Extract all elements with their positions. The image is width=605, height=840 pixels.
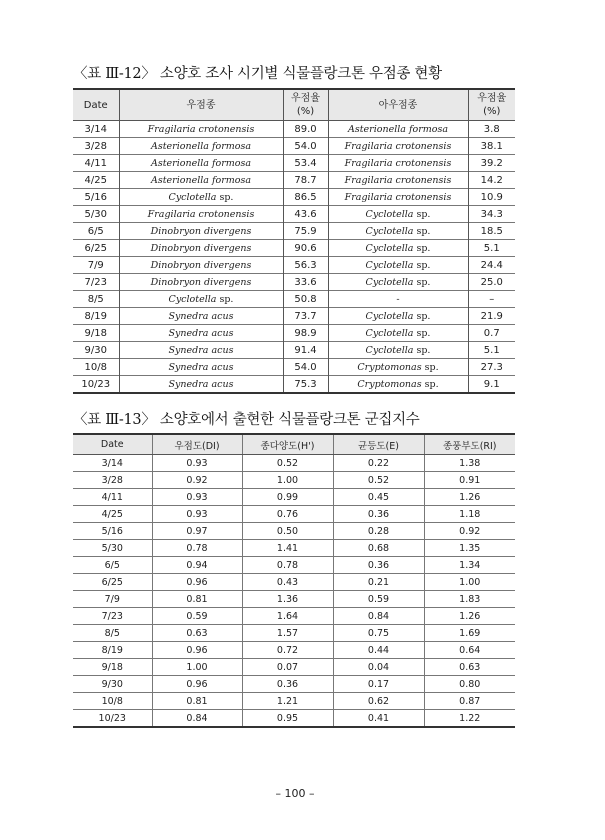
table-row [73,574,515,591]
species-name-cell: Synedra acus [119,376,283,394]
table-cell: 3.8 [468,121,515,138]
species-name-cell: Fragilaria crotonensis [328,189,468,206]
table-cell: 1.34 [424,557,515,574]
page-number: – 100 – [275,787,315,800]
table-cell: 75.9 [283,223,328,240]
table-cell: 54.0 [283,138,328,155]
table-cell: 4/11 [73,489,152,506]
community-index-table [73,433,515,728]
table-cell: 0.63 [152,625,242,642]
table-cell: 0.80 [424,676,515,693]
table-cell: 10/8 [73,359,119,376]
table-cell: 9/18 [73,659,152,676]
table-cell: 1.41 [242,540,333,557]
table-cell: 1.21 [242,693,333,710]
table-row [73,710,515,728]
table-row [73,523,515,540]
species-name-cell: Asterionella formosa [119,172,283,189]
table-cell: 0.07 [242,659,333,676]
species-name-cell: Cyclotella sp. [328,308,468,325]
species-name-cell: Cyclotella sp. [328,240,468,257]
table-cell: 0.78 [242,557,333,574]
table-cell: 6/25 [73,574,152,591]
table-cell: 18.5 [468,223,515,240]
table-cell: 1.18 [424,506,515,523]
table-cell: 4/25 [73,506,152,523]
table-cell: 0.52 [242,455,333,472]
table-row [73,489,515,506]
table-cell: 1.69 [424,625,515,642]
table-cell: 5/30 [73,540,152,557]
table-cell: 5/16 [73,189,119,206]
species-name-cell: Fragilaria crotonensis [119,121,283,138]
species-name-cell: Dinobryon divergens [119,257,283,274]
column-header: 아우점종 [328,89,468,121]
table-cell: 0.63 [424,659,515,676]
table-cell: 10/23 [73,710,152,728]
table-cell: 27.3 [468,359,515,376]
table-cell: 8/5 [73,291,119,308]
table-cell: 0.43 [242,574,333,591]
table-row [73,138,515,155]
table-cell: 90.6 [283,240,328,257]
table-cell: 98.9 [283,325,328,342]
table-cell: 0.91 [424,472,515,489]
table-cell: 0.96 [152,642,242,659]
table-cell: 78.7 [283,172,328,189]
table-cell: 0.81 [152,591,242,608]
table-cell: 0.41 [333,710,424,728]
table-cell: 9/30 [73,676,152,693]
table-cell: 9/18 [73,325,119,342]
column-header: 우점율 (%) [283,89,328,121]
species-name-cell: Synedra acus [119,325,283,342]
table-cell: 5/30 [73,206,119,223]
table-cell: 73.7 [283,308,328,325]
table-cell: 0.78 [152,540,242,557]
table-cell: 3/14 [73,455,152,472]
table-cell: 8/19 [73,642,152,659]
table-cell: 34.3 [468,206,515,223]
table-row [73,342,515,359]
table-row [73,693,515,710]
table-row [73,359,515,376]
table-cell: 10/23 [73,376,119,394]
table-cell: 0.04 [333,659,424,676]
table-cell: 91.4 [283,342,328,359]
table-cell: 0.93 [152,455,242,472]
table-cell: 3/28 [73,472,152,489]
table-cell: 0.81 [152,693,242,710]
species-name-cell: Cryptomonas sp. [328,359,468,376]
column-header: 종다양도(H') [242,434,333,455]
table-cell: 21.9 [468,308,515,325]
table-row [73,155,515,172]
table-cell: 14.2 [468,172,515,189]
table-cell: 1.22 [424,710,515,728]
table-cell: 0.36 [242,676,333,693]
table-cell: 0.52 [333,472,424,489]
table-row [73,455,515,472]
table-cell: 9.1 [468,376,515,394]
table-cell: 6/25 [73,240,119,257]
table-cell: 1.00 [242,472,333,489]
table-cell: 0.84 [333,608,424,625]
table-row [73,308,515,325]
table-cell: 1.26 [424,489,515,506]
table-cell: 0.7 [468,325,515,342]
table-cell: 54.0 [283,359,328,376]
table-cell: 1.64 [242,608,333,625]
table-cell: 9/30 [73,342,119,359]
table-row [73,625,515,642]
table-row [73,642,515,659]
species-name-cell: Asterionella formosa [328,121,468,138]
table-cell: 6/5 [73,223,119,240]
table-cell: 0.50 [242,523,333,540]
species-name-cell: Asterionella formosa [119,138,283,155]
table-cell: 0.96 [152,676,242,693]
table-cell: 0.28 [333,523,424,540]
table-cell: 1.36 [242,591,333,608]
table-row [73,223,515,240]
table-cell: 0.93 [152,506,242,523]
table-cell: 3/28 [73,138,119,155]
table-cell: 39.2 [468,155,515,172]
table-cell: 1.35 [424,540,515,557]
table-cell: 0.64 [424,642,515,659]
table-cell: 7/23 [73,274,119,291]
table-cell: 75.3 [283,376,328,394]
table-cell: 0.68 [333,540,424,557]
table-cell: 0.72 [242,642,333,659]
column-header: Date [73,89,119,121]
table-cell: 56.3 [283,257,328,274]
species-name-cell: Cyclotella sp. [328,206,468,223]
table-cell: 0.92 [152,472,242,489]
species-name-cell: Cyclotella sp. [328,257,468,274]
table-row [73,506,515,523]
table-cell: 0.59 [333,591,424,608]
table-cell: 0.94 [152,557,242,574]
table1-title: 〈표 Ⅲ-12〉 소양호 조사 시기별 식물플랑크톤 우점종 현황 [73,66,442,82]
table-row [73,189,515,206]
table-row [73,591,515,608]
table-cell: 5.1 [468,240,515,257]
table-cell: 1.57 [242,625,333,642]
table-cell: 0.87 [424,693,515,710]
table-row [73,325,515,342]
table-row [73,557,515,574]
table-row [73,206,515,223]
table-row [73,659,515,676]
table-cell: 0.76 [242,506,333,523]
species-name-cell: Cyclotella sp. [119,291,283,308]
table-cell: 4/25 [73,172,119,189]
table-cell: 0.45 [333,489,424,506]
table-row [73,274,515,291]
table-cell: 5/16 [73,523,152,540]
species-name-cell: - [328,291,468,308]
column-header: Date [73,434,152,455]
table-cell: 0.84 [152,710,242,728]
table-cell: 0.62 [333,693,424,710]
table-cell: 43.6 [283,206,328,223]
species-name-cell: Fragilaria crotonensis [328,172,468,189]
table-cell: 0.59 [152,608,242,625]
table-cell: 7/23 [73,608,152,625]
table-row [73,121,515,138]
table-cell: 0.93 [152,489,242,506]
species-name-cell: Cyclotella sp. [328,223,468,240]
table-cell: 1.00 [152,659,242,676]
table-cell: 4/11 [73,155,119,172]
column-header: 우점율 (%) [468,89,515,121]
column-header: 균등도(E) [333,434,424,455]
table-cell: 10/8 [73,693,152,710]
table-cell: 33.6 [283,274,328,291]
table-cell: 0.36 [333,506,424,523]
table-cell: 0.44 [333,642,424,659]
table-cell: 3/14 [73,121,119,138]
table2-title: 〈표 Ⅲ-13〉 소양호에서 출현한 식물플랑크톤 군집지수 [73,412,420,428]
table-cell: 1.26 [424,608,515,625]
species-name-cell: Dinobryon divergens [119,223,283,240]
table-cell: 0.99 [242,489,333,506]
table-row [73,376,515,394]
species-name-cell: Fragilaria crotonensis [328,155,468,172]
table-cell: 1.00 [424,574,515,591]
species-name-cell: Fragilaria crotonensis [328,138,468,155]
column-header: 종풍부도(RI) [424,434,515,455]
table-cell: 0.95 [242,710,333,728]
table-row [73,257,515,274]
species-name-cell: Cyclotella sp. [328,274,468,291]
table-cell: 7/9 [73,257,119,274]
table-cell: 53.4 [283,155,328,172]
table-cell: 5.1 [468,342,515,359]
table-row [73,172,515,189]
table-cell: 0.92 [424,523,515,540]
table-cell: 1.83 [424,591,515,608]
dominant-species-table [73,88,515,394]
table-row [73,291,515,308]
table-cell: 50.8 [283,291,328,308]
species-name-cell: Fragilaria crotonensis [119,206,283,223]
table-cell: 86.5 [283,189,328,206]
table-cell: 0.17 [333,676,424,693]
table-row [73,540,515,557]
table-cell: 89.0 [283,121,328,138]
table-cell: 6/5 [73,557,152,574]
table-cell: 0.22 [333,455,424,472]
table-cell: 38.1 [468,138,515,155]
species-name-cell: Asterionella formosa [119,155,283,172]
table-row [73,608,515,625]
table-cell: 24.4 [468,257,515,274]
table-cell: 8/19 [73,308,119,325]
species-name-cell: Cyclotella sp. [328,342,468,359]
species-name-cell: Dinobryon divergens [119,240,283,257]
table-cell: 10.9 [468,189,515,206]
table-cell: – [468,291,515,308]
species-name-cell: Synedra acus [119,359,283,376]
species-name-cell: Synedra acus [119,342,283,359]
species-name-cell: Synedra acus [119,308,283,325]
column-header: 우점종 [119,89,283,121]
table-row [73,240,515,257]
table-cell: 0.21 [333,574,424,591]
column-header: 우점도(DI) [152,434,242,455]
table-cell: 25.0 [468,274,515,291]
table-cell: 1.38 [424,455,515,472]
species-name-cell: Cyclotella sp. [328,325,468,342]
table-row [73,676,515,693]
table-cell: 7/9 [73,591,152,608]
table-cell: 0.97 [152,523,242,540]
table-cell: 0.75 [333,625,424,642]
species-name-cell: Cryptomonas sp. [328,376,468,394]
table-cell: 0.36 [333,557,424,574]
table-cell: 8/5 [73,625,152,642]
species-name-cell: Dinobryon divergens [119,274,283,291]
species-name-cell: Cyclotella sp. [119,189,283,206]
table-cell: 0.96 [152,574,242,591]
table-row [73,472,515,489]
